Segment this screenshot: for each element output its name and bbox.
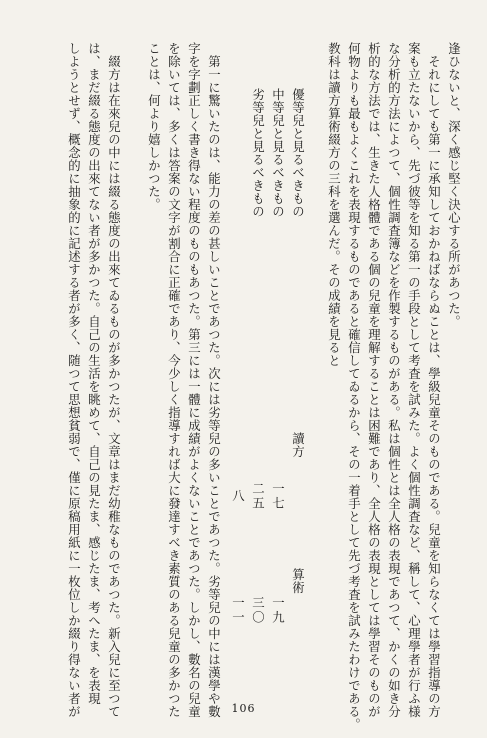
text-column: 第一に驚いたのは、能力の差の甚しいことであつた。次には劣等兒の多いことであつた。劣等兒の中には漢學や數 (206, 55, 222, 718)
table-cell-reading: 一七 (270, 482, 286, 511)
text-column: 案も立たないから、先づ彼等を知る第一の手段として考査を試みた。よく個性調査など、稱して、心理學者が行ふ様 (406, 42, 422, 718)
text-column: しようとせず、概念的に抽象的に記述する者が多く、随つて思想貧弱で、僅に原稿用紙に一枚位しか綴り得ない者が (66, 42, 82, 718)
text-column: 析的な方法では、生きた人格體である個の兒童を理解することは困難であり、全人格の表現としては學習そのものが (366, 42, 382, 718)
text-column: 綴方は在來兒の中には綴る態度の出來てゐるものが多かつたが、文章はまだ幼稚なものであつた。新入兒に至つて (106, 55, 122, 718)
table-cell-reading: 八 (230, 489, 246, 504)
page-number: 106 (231, 702, 256, 715)
text-column: を除いては、多くは答案の文字が割合に正確であり、今少しく指導すれば大に發達すべき素質のある兒童の多かつた (166, 42, 182, 718)
table-row-label: 中等兒と見るべきもの (270, 88, 286, 218)
text-column: は、まだ綴る態度の出來てない者が多かつた。自己の生活を眺めて、自己の見たま、感じたま、考へたま、を表現 (86, 42, 102, 705)
table-row-label: 劣等兒と見るべきもの (250, 88, 266, 218)
table-cell-arithmetic: 三〇 (250, 596, 266, 625)
table-cell-arithmetic: 一九 (270, 596, 286, 625)
table-row-label: 優等兒と見るべきもの (290, 88, 306, 218)
text-column: な分析的方法によつて、個性調査簿などを作製するものがある。私は個性とは全人格の表現であつて、かくの如き分 (386, 42, 402, 718)
text-column: ことは、何より嬉しかつた。 (146, 42, 162, 211)
table-cell-arithmetic: 一一 (230, 596, 246, 625)
table-header-arithmetic: 算術 (290, 568, 306, 594)
text-column: 教科は讀方算術綴方の三科を選んだ。その成績を見ると (326, 42, 342, 367)
text-column: 何物よりも最もよくこれを表現するものであると確信してゐるから、その一着手として先づ考査を試みたわけである。 (346, 42, 362, 731)
text-column: それにしても第一に承知しておかねばならぬことは、學級兒童そのものである。兒童を知らなくては學習指導の方 (426, 55, 442, 718)
text-column: 字を字劃正しく書き得ない程度のものもあつた。第三には一體に成績がよくないことであつた。しかし、數名の兒童 (186, 42, 202, 718)
table-header-reading: 讀方 (290, 432, 306, 458)
text-column: 逢ひないと、深く感じ堅く決心する所があつた。 (446, 42, 462, 328)
table-cell-reading: 二五 (250, 482, 266, 511)
